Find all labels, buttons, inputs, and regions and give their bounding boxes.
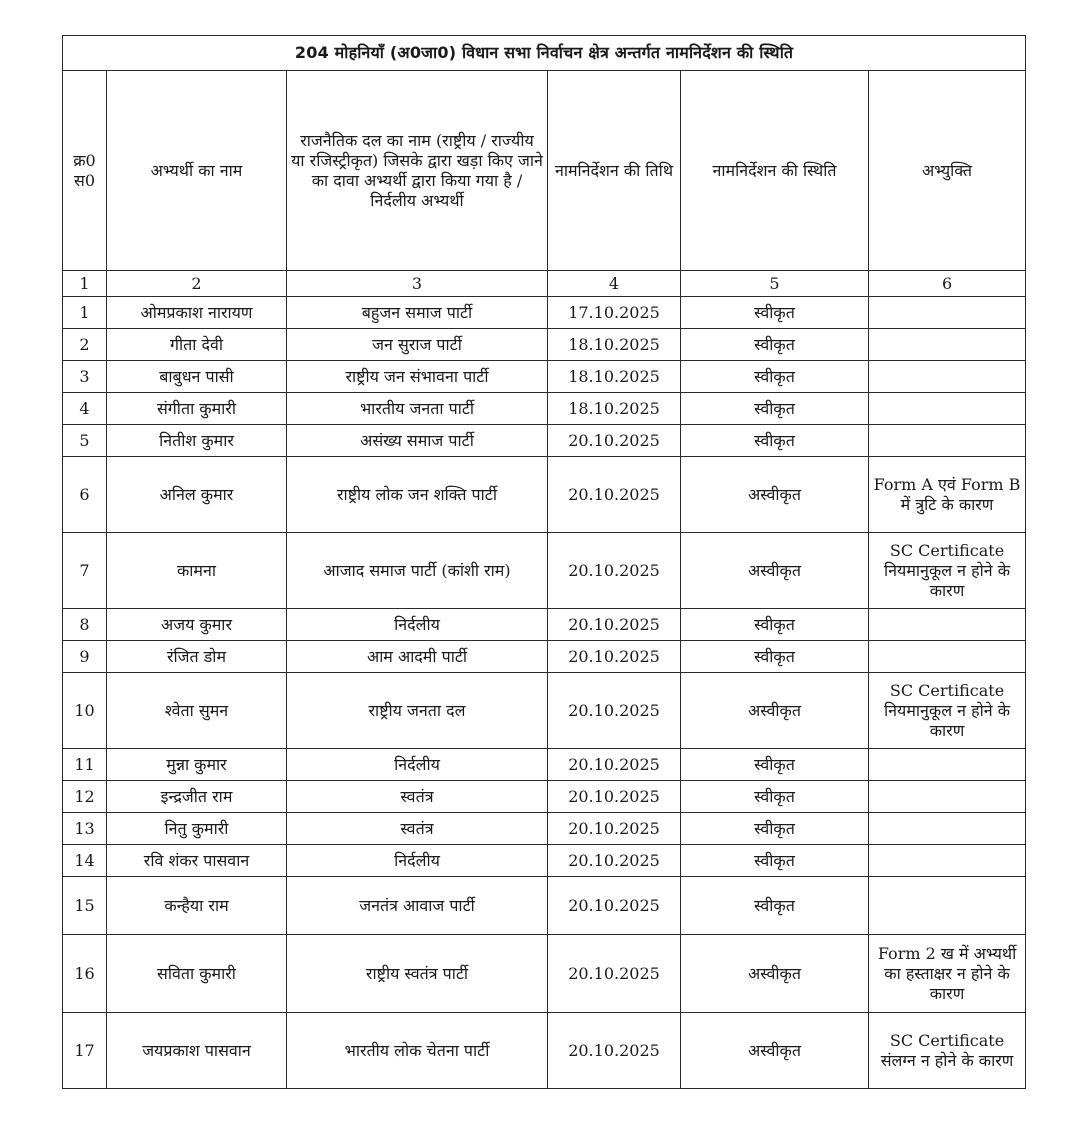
party-name: निर्दलीय xyxy=(287,845,548,877)
table-row xyxy=(63,877,1026,935)
serial-number: 9 xyxy=(63,641,107,673)
serial-number: 16 xyxy=(63,935,107,1013)
nomination-date: 20.10.2025 xyxy=(548,673,681,749)
serial-number: 17 xyxy=(63,1013,107,1089)
table-title: 204 मोहनियाँ (अ0जा0) विधान सभा निर्वाचन क्षेत्र अन्तर्गत नामनिर्देशन की स्थिति xyxy=(63,36,1026,71)
party-name: निर्दलीय xyxy=(287,609,548,641)
serial-number: 8 xyxy=(63,609,107,641)
candidate-name: कामना xyxy=(107,533,287,609)
nomination-date: 20.10.2025 xyxy=(548,609,681,641)
nomination-date: 18.10.2025 xyxy=(548,329,681,361)
serial-number: 10 xyxy=(63,673,107,749)
party-name: बहुजन समाज पार्टी xyxy=(287,297,548,329)
remark xyxy=(869,609,1026,641)
nomination-date: 20.10.2025 xyxy=(548,845,681,877)
nomination-status: स्वीकृत xyxy=(681,641,869,673)
nomination-status: स्वीकृत xyxy=(681,813,869,845)
serial-number: 11 xyxy=(63,749,107,781)
serial-number: 4 xyxy=(63,393,107,425)
candidate-name: संगीता कुमारी xyxy=(107,393,287,425)
remark: Form A एवं Form B में त्रुटि के कारण xyxy=(869,457,1026,533)
remark: SC Certificate संलग्न न होने के कारण xyxy=(869,1013,1026,1089)
remark: SC Certificate नियमानुकूल न होने के कारण xyxy=(869,673,1026,749)
nomination-status: स्वीकृत xyxy=(681,329,869,361)
nomination-status: स्वीकृत xyxy=(681,845,869,877)
serial-number: 3 xyxy=(63,361,107,393)
nomination-date: 17.10.2025 xyxy=(548,297,681,329)
title-row xyxy=(63,36,1026,71)
nomination-status: स्वीकृत xyxy=(681,781,869,813)
table-row xyxy=(63,673,1026,749)
column-number: 3 xyxy=(287,271,548,297)
remark: SC Certificate नियमानुकूल न होने के कारण xyxy=(869,533,1026,609)
remark xyxy=(869,845,1026,877)
table-row xyxy=(63,533,1026,609)
party-name: राष्ट्रीय जनता दल xyxy=(287,673,548,749)
nomination-status: स्वीकृत xyxy=(681,425,869,457)
remark xyxy=(869,329,1026,361)
candidate-name: रवि शंकर पासवान xyxy=(107,845,287,877)
nomination-date: 20.10.2025 xyxy=(548,1013,681,1089)
serial-number: 5 xyxy=(63,425,107,457)
nomination-date: 20.10.2025 xyxy=(548,425,681,457)
party-name: भारतीय जनता पार्टी xyxy=(287,393,548,425)
candidate-name: रंजित डोम xyxy=(107,641,287,673)
candidate-name: ओमप्रकाश नारायण xyxy=(107,297,287,329)
serial-number: 1 xyxy=(63,297,107,329)
nomination-status: स्वीकृत xyxy=(681,361,869,393)
header-row xyxy=(63,71,1026,271)
table-row xyxy=(63,361,1026,393)
table-row xyxy=(63,425,1026,457)
nomination-status: अस्वीकृत xyxy=(681,533,869,609)
column-number: 5 xyxy=(681,271,869,297)
nomination-date: 18.10.2025 xyxy=(548,361,681,393)
nomination-date: 20.10.2025 xyxy=(548,781,681,813)
remark xyxy=(869,749,1026,781)
party-name: स्वतंत्र xyxy=(287,813,548,845)
nomination-date: 20.10.2025 xyxy=(548,457,681,533)
nomination-status: स्वीकृत xyxy=(681,297,869,329)
candidate-name: सविता कुमारी xyxy=(107,935,287,1013)
remark xyxy=(869,361,1026,393)
table-row xyxy=(63,935,1026,1013)
column-number: 4 xyxy=(548,271,681,297)
candidate-name: गीता देवी xyxy=(107,329,287,361)
candidate-name: नितु कुमारी xyxy=(107,813,287,845)
remark xyxy=(869,425,1026,457)
party-name: राष्ट्रीय लोक जन शक्ति पार्टी xyxy=(287,457,548,533)
nomination-status: अस्वीकृत xyxy=(681,457,869,533)
table-row xyxy=(63,393,1026,425)
table-row xyxy=(63,609,1026,641)
nomination-status: स्वीकृत xyxy=(681,393,869,425)
nomination-status: अस्वीकृत xyxy=(681,673,869,749)
table-row xyxy=(63,457,1026,533)
column-number-row xyxy=(63,271,1026,297)
remark xyxy=(869,641,1026,673)
candidate-name: मुन्ना कुमार xyxy=(107,749,287,781)
nomination-date: 20.10.2025 xyxy=(548,749,681,781)
header-nomination-date: नामनिर्देशन की तिथि xyxy=(548,71,681,271)
remark xyxy=(869,877,1026,935)
remark xyxy=(869,781,1026,813)
table-row xyxy=(63,1013,1026,1089)
candidate-name: अजय कुमार xyxy=(107,609,287,641)
nomination-date: 20.10.2025 xyxy=(548,877,681,935)
nomination-date: 20.10.2025 xyxy=(548,533,681,609)
serial-number: 2 xyxy=(63,329,107,361)
column-number: 2 xyxy=(107,271,287,297)
header-serial: क्र0 स0 xyxy=(63,71,107,271)
party-name: आम आदमी पार्टी xyxy=(287,641,548,673)
nomination-status: अस्वीकृत xyxy=(681,935,869,1013)
table-row xyxy=(63,297,1026,329)
party-name: जनतंत्र आवाज पार्टी xyxy=(287,877,548,935)
candidate-name: इन्द्रजीत राम xyxy=(107,781,287,813)
serial-number: 15 xyxy=(63,877,107,935)
nomination-status-table xyxy=(62,35,1026,1089)
serial-number: 14 xyxy=(63,845,107,877)
table-row xyxy=(63,641,1026,673)
serial-number: 13 xyxy=(63,813,107,845)
nomination-status: स्वीकृत xyxy=(681,609,869,641)
nomination-status: अस्वीकृत xyxy=(681,1013,869,1089)
column-number: 1 xyxy=(63,271,107,297)
column-number: 6 xyxy=(869,271,1026,297)
remark xyxy=(869,297,1026,329)
party-name: जन सुराज पार्टी xyxy=(287,329,548,361)
candidate-name: नितीश कुमार xyxy=(107,425,287,457)
serial-number: 6 xyxy=(63,457,107,533)
table-row xyxy=(63,781,1026,813)
serial-number: 7 xyxy=(63,533,107,609)
candidate-name: बाबुधन पासी xyxy=(107,361,287,393)
candidate-name: श्वेता सुमन xyxy=(107,673,287,749)
remark xyxy=(869,813,1026,845)
candidate-name: जयप्रकाश पासवान xyxy=(107,1013,287,1089)
table-row xyxy=(63,845,1026,877)
nomination-status: स्वीकृत xyxy=(681,749,869,781)
candidate-name: अनिल कुमार xyxy=(107,457,287,533)
party-name: आजाद समाज पार्टी (कांशी राम) xyxy=(287,533,548,609)
table-row xyxy=(63,329,1026,361)
header-candidate-name: अभ्यर्थी का नाम xyxy=(107,71,287,271)
nomination-date: 18.10.2025 xyxy=(548,393,681,425)
table-row xyxy=(63,813,1026,845)
party-name: राष्ट्रीय जन संभावना पार्टी xyxy=(287,361,548,393)
table-body xyxy=(63,36,1026,1089)
header-nomination-status: नामनिर्देशन की स्थिति xyxy=(681,71,869,271)
nomination-date: 20.10.2025 xyxy=(548,641,681,673)
remark: Form 2 ख में अभ्यर्थी का हस्ताक्षर न होने के कारण xyxy=(869,935,1026,1013)
party-name: राष्ट्रीय स्वतंत्र पार्टी xyxy=(287,935,548,1013)
nomination-date: 20.10.2025 xyxy=(548,935,681,1013)
nomination-date: 20.10.2025 xyxy=(548,813,681,845)
candidate-name: कन्हैया राम xyxy=(107,877,287,935)
party-name: स्वतंत्र xyxy=(287,781,548,813)
table-row xyxy=(63,749,1026,781)
header-party-name: राजनैतिक दल का नाम (राष्ट्रीय / राज्यीय या रजिस्ट्रीकृत) जिसके द्वारा खड़ा किए जाने का दावा अभ्यर्थी द्वारा किया गया है / निर्दलीय अभ्यर्थी xyxy=(287,71,548,271)
party-name: निर्दलीय xyxy=(287,749,548,781)
party-name: भारतीय लोक चेतना पार्टी xyxy=(287,1013,548,1089)
nomination-status: स्वीकृत xyxy=(681,877,869,935)
remark xyxy=(869,393,1026,425)
header-remarks: अभ्युक्ति xyxy=(869,71,1026,271)
serial-number: 12 xyxy=(63,781,107,813)
party-name: असंख्य समाज पार्टी xyxy=(287,425,548,457)
